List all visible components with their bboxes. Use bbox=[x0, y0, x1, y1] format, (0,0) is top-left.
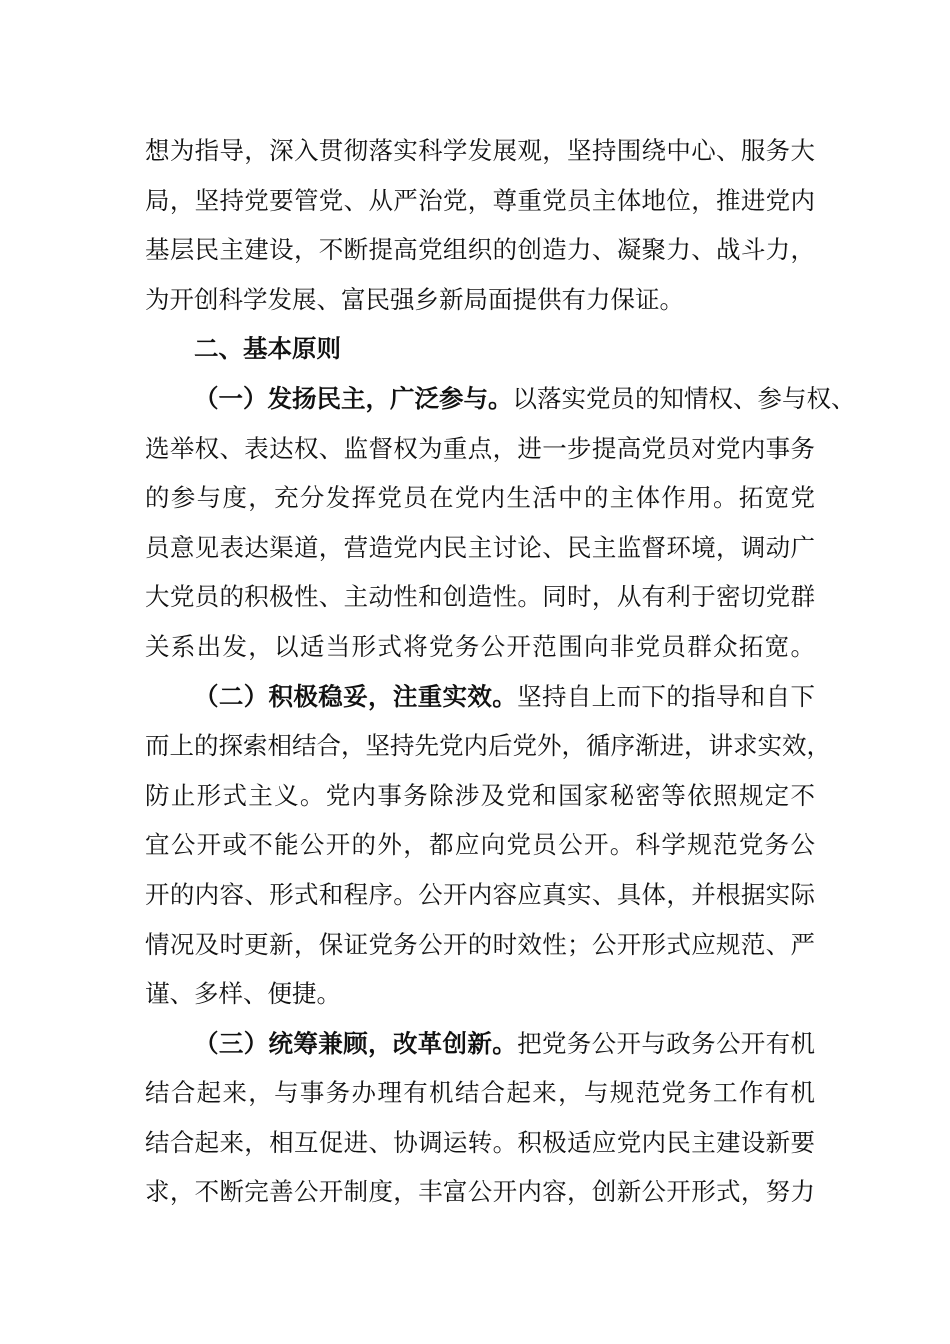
principle-first-line bbox=[145, 374, 856, 424]
body-line: 员意见表达渠道，营造党内民主讨论、民主监督环境，调动广 bbox=[145, 532, 815, 562]
body-line: 为开创科学发展、富民强乡新局面提供有力保证。 bbox=[145, 284, 684, 314]
body-line: 结合起来，相互促进、协调运转。积极适应党内民主建设新要 bbox=[145, 1127, 815, 1157]
principle-title: （一）发扬民主，广泛参与。 bbox=[194, 383, 513, 413]
body-line: 情况及时更新，保证党务公开的时效性；公开形式应规范、严 bbox=[145, 929, 815, 959]
principle-first-line bbox=[145, 672, 815, 722]
body-line: 基层民主建设，不断提高党组织的创造力、凝聚力、战斗力， bbox=[145, 235, 815, 265]
section-heading: 二、基本原则 bbox=[194, 334, 341, 364]
principle-first-line bbox=[145, 1019, 815, 1069]
body-line: 结合起来，与事务办理有机结合起来，与规范党务工作有机 bbox=[145, 1078, 815, 1108]
body-line: 关系出发，以适当形式将党务公开范围向非党员群众拓宽。 bbox=[145, 631, 815, 661]
body-line: 大党员的积极性、主动性和创造性。同时，从有利于密切党群 bbox=[145, 582, 815, 612]
body-line: 而上的探索相结合，坚持先党内后党外，循序渐进，讲求实效， bbox=[145, 731, 831, 761]
body-line: 开的内容、形式和程序。公开内容应真实、具体，并根据实际 bbox=[145, 879, 815, 909]
body-line: 的参与度，充分发挥党员在党内生活中的主体作用。拓宽党 bbox=[145, 483, 815, 513]
document-page bbox=[145, 126, 856, 1217]
body-line: 宜公开或不能公开的外，都应向党员公开。科学规范党务公 bbox=[145, 830, 815, 860]
principle-text: 以落实党员的知情权、参与权、 bbox=[512, 383, 856, 413]
principle-text: 把党务公开与政务公开有机 bbox=[517, 1028, 816, 1058]
principle-text: 坚持自上而下的指导和自下 bbox=[517, 681, 816, 711]
body-line: 防止形式主义。党内事务除涉及党和国家秘密等依照规定不 bbox=[145, 780, 815, 810]
body-line: 想为指导，深入贯彻落实科学发展观，坚持围绕中心、服务大 bbox=[145, 136, 815, 165]
body-line: 求，不断完善公开制度，丰富公开内容，创新公开形式，努力 bbox=[145, 1177, 815, 1207]
principle-title: （二）积极稳妥，注重实效。 bbox=[194, 681, 518, 711]
principle-title: （三）统筹兼顾，改革创新。 bbox=[194, 1028, 518, 1058]
body-line: 选举权、表达权、监督权为重点，进一步提高党员对党内事务 bbox=[145, 433, 815, 463]
body-line: 谨、多样、便捷。 bbox=[145, 979, 341, 1009]
body-line: 局，坚持党要管党、从严治党，尊重党员主体地位，推进党内 bbox=[145, 185, 815, 215]
